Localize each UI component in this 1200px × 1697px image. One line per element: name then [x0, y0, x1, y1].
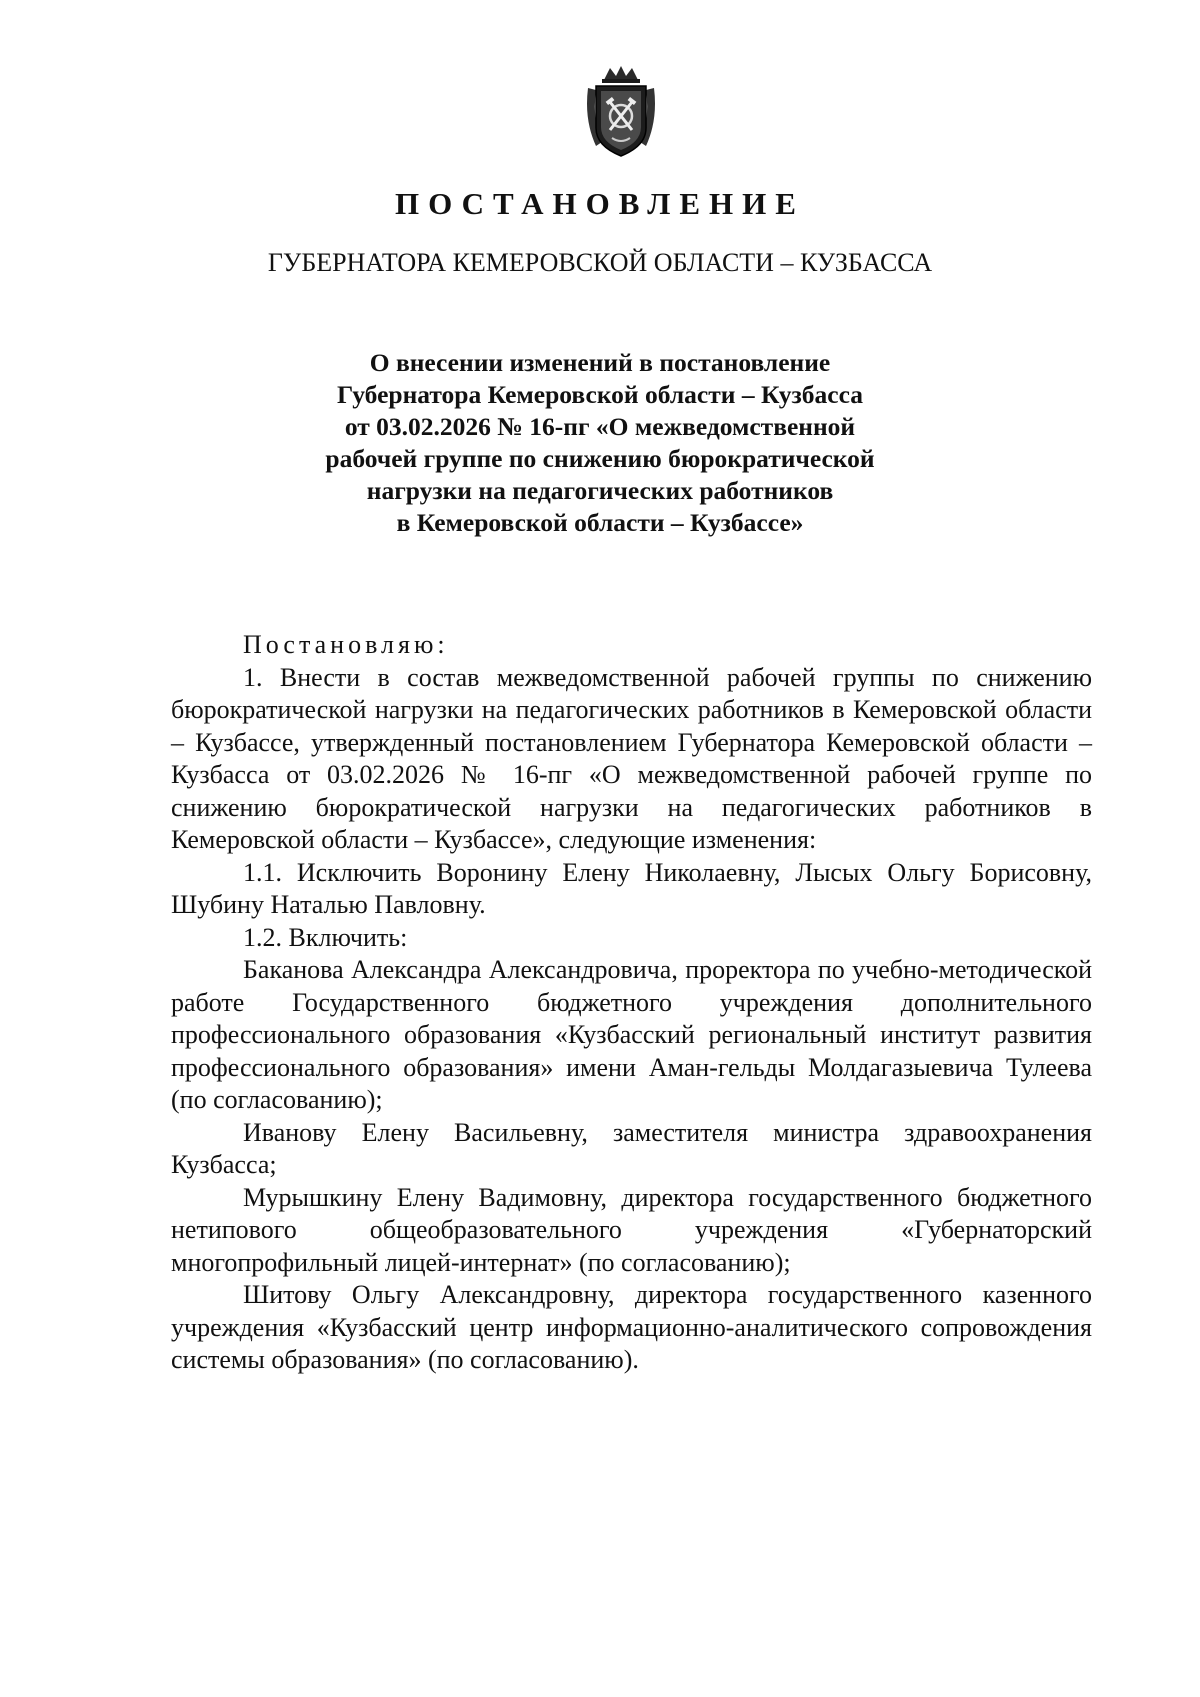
body-paragraph: Шитову Ольгу Александровну, директора государственного казенного учреждения «Кузбасский центр информационно-аналитического сопровождения системы образования» (по согласованию). [171, 1280, 1092, 1374]
body-paragraph: Мурышкину Елену Вадимовну, директора государственного бюджетного нетипового общеобразовательного учреждения «Губернаторский многопрофильный лицей-интернат» (по согласованию); [171, 1182, 1092, 1277]
subject-line: от 03.02.2026 № 16-пг «О межведомственной [344, 412, 856, 441]
body-paragraph: Баканова Александра Александровича, проректора по учебно-методической работе Государственного бюджетного учреждения дополнительного профессионального образования «Кузбасский региональный институт развития профессионального образования» имени Аман-гельды Молдагазыевича Тулеева (по согласованию); [171, 955, 1092, 1114]
body-paragraph: Иванову Елену Васильевну, заместителя министра здравоохранения Кузбасса; [171, 1117, 1092, 1179]
decree-word: Постановляю: [243, 630, 449, 659]
document-subject [250, 347, 950, 539]
subject-line: в Кемеровской области – Кузбассе» [396, 508, 804, 537]
body-paragraph: 1.1. Исключить Воронину Елену Николаевну, Лысых Ольгу Борисовну, Шубину Наталью Павловну. [171, 857, 1092, 919]
subject-line: рабочей группе по снижению бюрократической [325, 444, 875, 473]
subject-line: нагрузки на педагогических работников [366, 476, 834, 505]
coat-of-arms-icon [582, 64, 660, 160]
issuing-authority: ГУБЕРНАТОРА КЕМЕРОВСКОЙ ОБЛАСТИ – КУЗБАССА [267, 248, 933, 277]
subject-line: Губернатора Кемеровской области – Кузбасса [336, 380, 863, 409]
body-paragraph: 1.2. Включить: [243, 922, 408, 952]
document-title: ПОСТАНОВЛЕНИЕ [395, 186, 805, 221]
subject-line: О внесении изменений в постановление [369, 348, 831, 377]
body-paragraph: 1. Внести в состав межведомственной рабочей группы по снижению бюрократической нагрузки на педагогических работников в Кемеровской области – Кузбассе, утвержденный постановлением Губернатора Кемеровской области – Кузбасса от 03.02.2026 № 16-пг «О межведомственной рабочей группе по снижению бюрократической нагрузки на педагогических работников в Кемеровской области – Кузбассе», следующие изменения: [171, 662, 1092, 854]
document-body [171, 629, 1092, 1377]
